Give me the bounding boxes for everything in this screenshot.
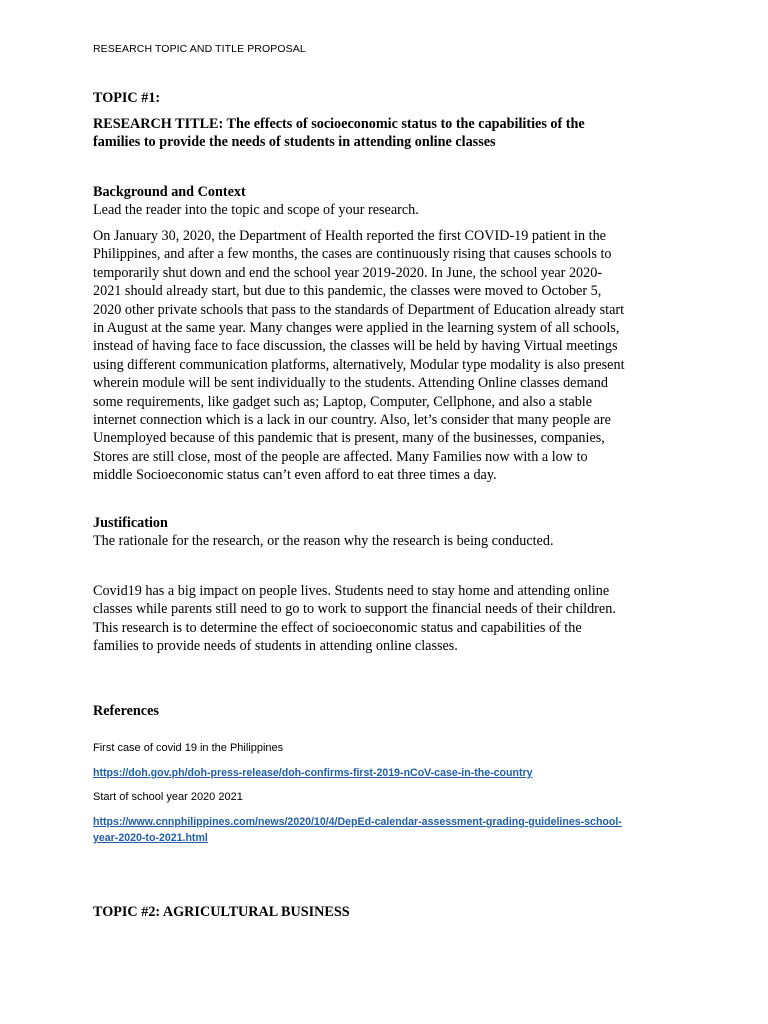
reference-link-line[interactable]: year-2020-to-2021.html (93, 832, 208, 844)
topic1-title (93, 115, 693, 152)
paragraph-line: 2020 other private schools that pass to the standards of Department of Education already start (93, 301, 625, 318)
reference-link-line[interactable]: https://doh.gov.ph/doh-press-release/doh-confirms-first-2019-nCoV-case-in-the-country (93, 767, 533, 779)
paragraph-line: 2021 should already start, but due to this pandemic, the classes were moved to October 5, (93, 283, 602, 300)
paragraph-line: middle Socioeconomic status can’t even afford to eat three times a day. (93, 467, 497, 484)
justification-prompt: The rationale for the research, or the reason why the research is being conducted. (93, 533, 554, 549)
background-paragraph (93, 227, 693, 485)
reference-link[interactable] (93, 766, 683, 780)
paragraph-line: in August at the same year. Many changes were applied in the learning system of all schools, (93, 320, 620, 337)
paragraph-line: wherein module will be sent individually to the students. Attending Online classes demand (93, 375, 608, 392)
paragraph-line: families to provide needs of students in attending online classes. (93, 638, 458, 655)
reference-link-line[interactable]: https://www.cnnphilippines.com/news/2020/10/4/DepEd-calendar-assessment-grading-guidelines-school- (93, 816, 622, 828)
paragraph-line: internet connection which is a lack in our country. Also, let’s consider that many people are (93, 412, 611, 429)
background-prompt: Lead the reader into the topic and scope of your research. (93, 202, 419, 218)
topic1-title-line: families to provide the needs of students in attending online classes (93, 134, 496, 151)
reference-label: First case of covid 19 in the Philippines (93, 742, 284, 754)
paragraph-line: instead of having face to face discussion, the classes will be held by having Virtual meetings (93, 338, 618, 355)
paragraph-line: Covid19 has a big impact on people lives. Students need to stay home and attending online (93, 583, 610, 599)
paragraph-line: Philippines, and after a few months, the cases are continuously rising that causes schools to (93, 246, 612, 263)
topic2-heading: TOPIC #2: AGRICULTURAL BUSINESS (93, 904, 350, 920)
paragraph-line: some requirements, like gadget such as; Laptop, Computer, Cellphone, and also a stable (93, 393, 593, 410)
reference-link[interactable] (93, 814, 683, 846)
references-heading: References (93, 703, 159, 719)
paragraph-line: Stores are still close, most of the people are affected. Many Families now with a low to (93, 448, 588, 465)
reference-label: Start of school year 2020 2021 (93, 791, 243, 803)
paragraph-line: using different communication platforms, alternatively, Modular type modality is also present (93, 356, 625, 373)
background-heading: Background and Context (93, 184, 246, 200)
paragraph-line: temporarily shut down and end the school year 2019-2020. In June, the school year 2020- (93, 264, 603, 281)
paragraph-line: This research is to determine the effect of socioeconomic status and capabilities of the (93, 619, 582, 636)
topic1-title-line: RESEARCH TITLE: The effects of socioeconomic status to the capabilities of the (93, 116, 585, 132)
document-header: RESEARCH TOPIC AND TITLE PROPOSAL (93, 43, 306, 55)
paragraph-line: classes while parents still need to go to work to support the financial needs of their children. (93, 601, 616, 618)
topic1-heading: TOPIC #1: (93, 90, 161, 106)
paragraph-line: Unemployed because of this pandemic that is present, many of the businesses, companies, (93, 430, 605, 447)
justification-heading: Justification (93, 515, 168, 531)
justification-paragraph (93, 582, 693, 656)
paragraph-line: On January 30, 2020, the Department of Health reported the first COVID-19 patient in the (93, 228, 606, 244)
